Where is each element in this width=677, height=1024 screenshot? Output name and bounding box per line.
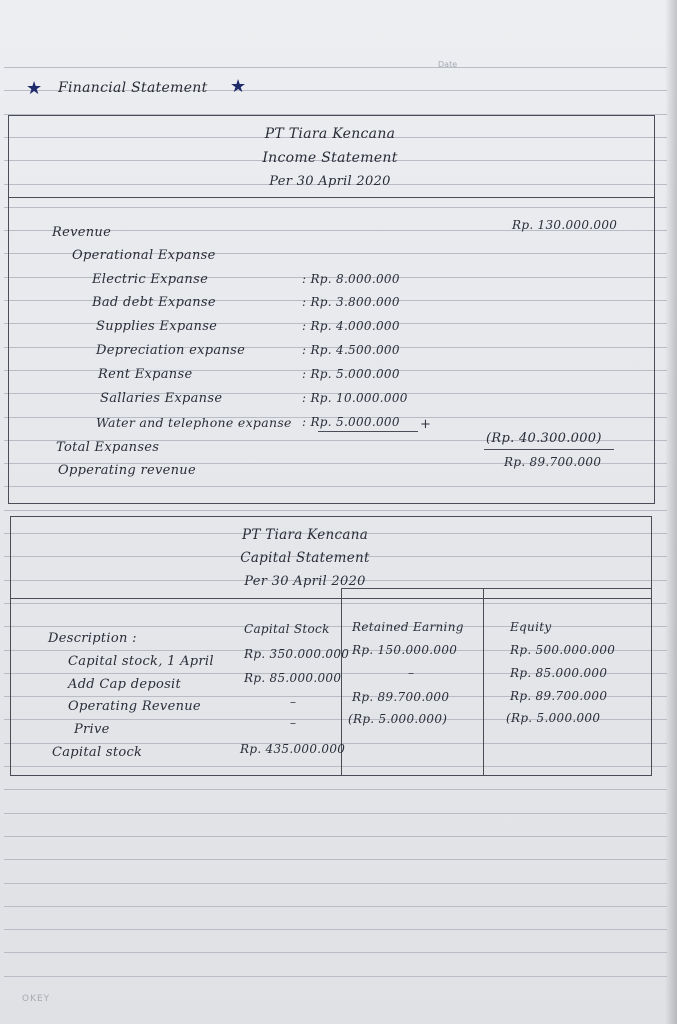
header-retained-earning: Retained Earning <box>352 620 464 634</box>
capital-total-amount: Rp. 435.000.000 <box>240 742 346 756</box>
cell-equity: (Rp. 5.000.000 <box>506 711 601 725</box>
capital-total-label: Capital stock <box>52 745 143 760</box>
description-label: Description : <box>48 631 137 646</box>
cell-equity: Rp. 85.000.000 <box>510 666 608 680</box>
income-company: PT Tiara Kencana <box>264 126 396 142</box>
total-underline <box>484 449 614 450</box>
capital-title: Capital Statement <box>240 550 370 566</box>
expense-label: Depreciation expanse <box>96 343 246 358</box>
income-header-divider <box>8 197 654 198</box>
cell-equity: Rp. 89.700.000 <box>510 689 608 703</box>
ruled-line <box>4 813 667 814</box>
expense-amount: : Rp. 5.000.000 <box>302 415 400 429</box>
row-label: Add Cap deposit <box>68 677 182 692</box>
star-icon: ★ <box>26 78 43 99</box>
cell-capital-stock: Rp. 85.000.000 <box>244 671 342 685</box>
cell-capital-stock: – <box>290 695 297 709</box>
expense-amount: : Rp. 5.000.000 <box>302 367 400 381</box>
operating-revenue-label: Opperating revenue <box>58 463 196 478</box>
capital-company: PT Tiara Kencana <box>241 527 369 543</box>
footer-brand: OKEY <box>22 994 51 1004</box>
expense-label: Supplies Expanse <box>96 319 218 334</box>
row-label: Prive <box>74 722 110 737</box>
cell-capital-stock: – <box>290 716 297 730</box>
ruled-line <box>4 952 667 953</box>
column-divider <box>483 588 484 775</box>
ruled-line <box>4 67 667 68</box>
ruled-line <box>4 929 667 930</box>
capital-header-divider <box>10 598 651 599</box>
expense-label: Sallaries Expanse <box>100 391 223 406</box>
cell-retained: Rp. 150.000.000 <box>352 643 458 657</box>
ruled-line <box>4 859 667 860</box>
page-heading: Financial Statement <box>58 80 208 96</box>
page-edge-shadow <box>665 0 677 1024</box>
cell-retained: Rp. 89.700.000 <box>352 690 450 704</box>
date-label: Date <box>438 60 458 69</box>
ruled-line <box>4 836 667 837</box>
cell-retained: – <box>408 666 415 680</box>
expense-amount: : Rp. 8.000.000 <box>302 272 400 286</box>
plus-sign: + <box>420 417 432 432</box>
header-equity: Equity <box>510 620 552 634</box>
total-expenses-label: Total Expanses <box>56 440 160 455</box>
row-label: Capital stock, 1 April <box>68 654 214 669</box>
ruled-line <box>4 976 667 977</box>
revenue-amount: Rp. 130.000.000 <box>512 218 618 232</box>
expense-amount: : Rp. 3.800.000 <box>302 295 400 309</box>
ruled-line <box>4 510 667 511</box>
income-title: Income Statement <box>262 150 398 166</box>
cell-retained: (Rp. 5.000.000) <box>348 712 448 726</box>
ruled-line <box>4 906 667 907</box>
opex-label: Operational Expanse <box>72 248 216 263</box>
expense-amount: : Rp. 4.000.000 <box>302 319 400 333</box>
income-date: Per 30 April 2020 <box>269 174 391 189</box>
cell-equity: Rp. 500.000.000 <box>510 643 616 657</box>
row-label: Operating Revenue <box>68 699 201 714</box>
cell-capital-stock: Rp. 350.000.000 <box>244 647 350 661</box>
header-capital-stock: Capital Stock <box>244 622 330 636</box>
operating-revenue-amount: Rp. 89.700.000 <box>504 455 602 469</box>
expense-amount: : Rp. 4.500.000 <box>302 343 400 357</box>
expense-amount: : Rp. 10.000.000 <box>302 391 408 405</box>
expense-label: Water and telephone expanse <box>96 415 292 430</box>
total-expenses-amount: (Rp. 40.300.000) <box>486 431 602 446</box>
expense-label: Rent Expanse <box>98 367 193 382</box>
expense-label: Bad debt Expanse <box>92 295 216 310</box>
capital-date: Per 30 April 2020 <box>244 574 366 589</box>
star-icon: ★ <box>230 76 247 97</box>
ruled-line <box>4 883 667 884</box>
sum-underline <box>318 431 418 432</box>
ruled-line <box>4 789 667 790</box>
expense-label: Electric Expanse <box>92 272 209 287</box>
revenue-label: Revenue <box>52 225 112 240</box>
